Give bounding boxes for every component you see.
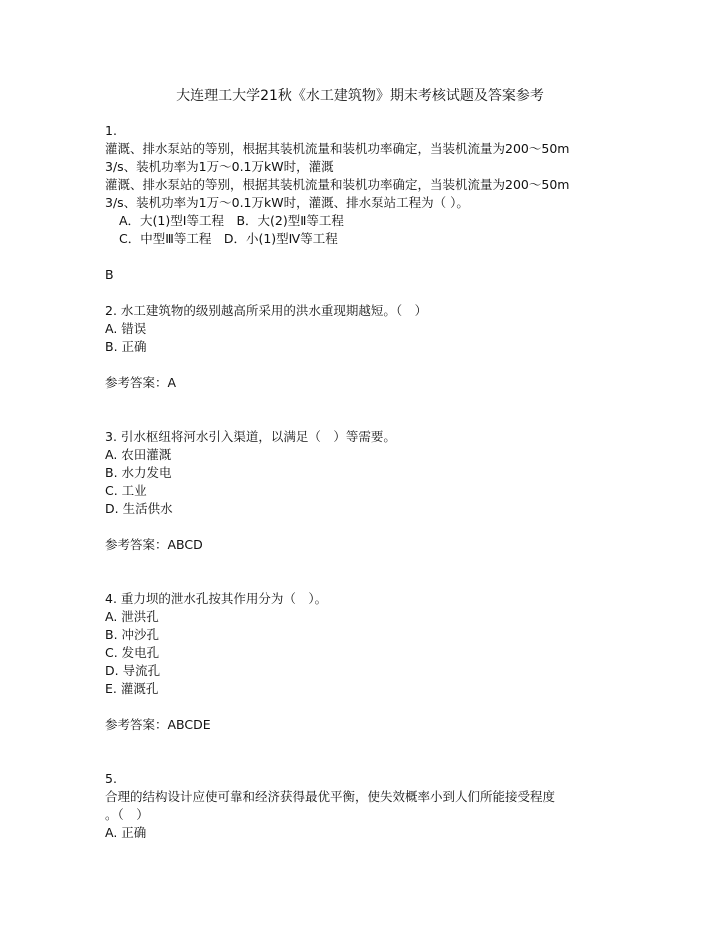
option-a: A. 泄洪孔	[105, 609, 159, 624]
question-4	[105, 590, 625, 734]
option-a: A. 农田灌溉	[105, 447, 172, 462]
question-number: 1.	[105, 123, 117, 138]
question-5	[105, 770, 625, 842]
answer: 参考答案：ABCD	[105, 537, 203, 552]
question-text: 4. 重力坝的泄水孔按其作用分为（ ）。	[105, 591, 328, 606]
option-b: B. 水力发电	[105, 465, 172, 480]
document-title: 大连理工大学21秋《水工建筑物》期末考核试题及答案参考	[176, 88, 544, 104]
option-b: B. 正确	[105, 339, 147, 354]
option-a: A. 错误	[105, 321, 147, 336]
question-text-line: 3/s、装机功率为1万～0.1万kW时，灌溉、排水泵站工程为（ ）。	[105, 195, 469, 210]
question-text: 2. 水工建筑物的级别越高所采用的洪水重现期越短。（ ）	[105, 303, 428, 318]
option-d: D. 导流孔	[105, 663, 161, 678]
questions-content	[105, 122, 625, 842]
option-c: C. 工业	[105, 483, 147, 498]
question-1	[105, 122, 625, 284]
option-line: C．中型Ⅲ等工程 D．小(1)型Ⅳ等工程	[119, 231, 338, 246]
question-text-line: 。（ ）	[105, 807, 149, 822]
option-a: A. 正确	[105, 825, 147, 840]
question-2	[105, 302, 625, 392]
option-e: E. 灌溉孔	[105, 681, 159, 696]
option-b: B. 冲沙孔	[105, 627, 160, 642]
question-text-line: 灌溉、排水泵站的等别，根据其装机流量和装机功率确定，当装机流量为200～50m	[105, 141, 570, 156]
option-d: D. 生活供水	[105, 501, 173, 516]
answer: 参考答案：ABCDE	[105, 717, 211, 732]
question-text-line: 3/s、装机功率为1万～0.1万kW时，灌溉	[105, 159, 334, 174]
option-line: A．大(1)型Ⅰ等工程 B．大(2)型Ⅱ等工程	[119, 213, 344, 228]
question-3	[105, 428, 625, 554]
question-text: 3. 引水枢纽将河水引入渠道，以满足（ ）等需要。	[105, 429, 396, 444]
option-c: C. 发电孔	[105, 645, 160, 660]
question-text-line: 灌溉、排水泵站的等别，根据其装机流量和装机功率确定，当装机流量为200～50m	[105, 177, 570, 192]
answer: B	[105, 267, 114, 282]
question-number: 5.	[105, 771, 117, 786]
question-text-line: 合理的结构设计应使可靠和经济获得最优平衡，使失效概率小到人们所能接受程度	[105, 789, 556, 804]
answer: 参考答案：A	[105, 375, 177, 390]
